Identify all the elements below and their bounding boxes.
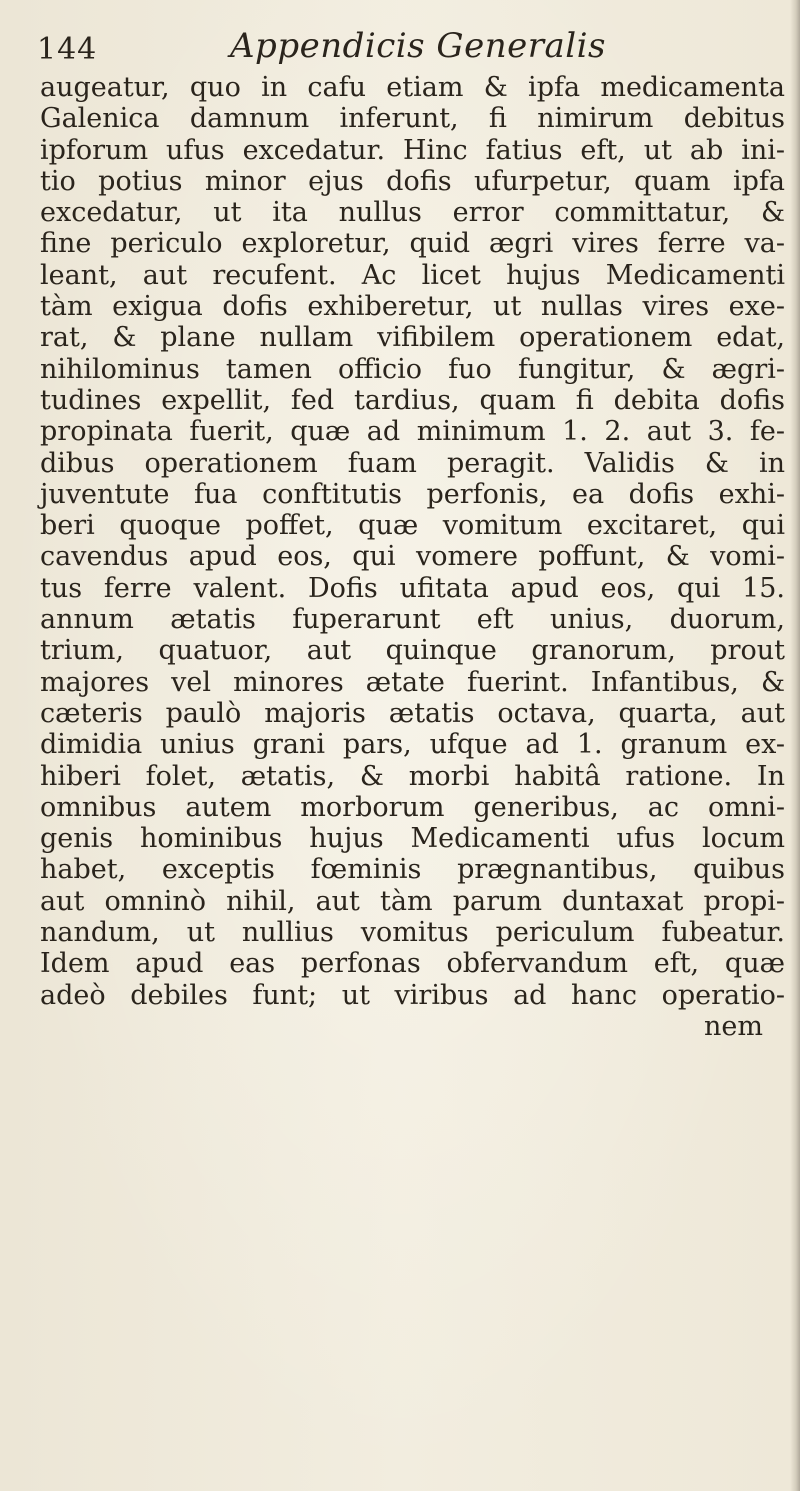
text-line: dibus operationem fuam peragit. Validis & in bbox=[40, 447, 785, 479]
text-line: hiberi folet, ætatis, & morbi habitâ ratione. In bbox=[40, 760, 785, 792]
text-line: excedatur, ut ita nullus error committatur, & bbox=[40, 197, 785, 229]
text-line: tudines expellit, fed tardius, quam fi debita dofis bbox=[40, 384, 785, 416]
text-line: augeatur, quo in cafu etiam & ipfa medicamenta bbox=[40, 72, 785, 103]
text-line: adeò debiles funt; ut viribus ad hanc operatio- bbox=[40, 979, 785, 1011]
text-line: tàm exigua dofis exhiberetur, ut nullas vires exe- bbox=[40, 291, 785, 323]
text-line: cæteris paulò majoris ætatis octava, quarta, aut bbox=[40, 697, 785, 729]
page-number: 144 bbox=[37, 32, 98, 67]
text-line: cavendus apud eos, qui vomere poffunt, & vomi- bbox=[40, 541, 785, 573]
text-line: tio potius minor ejus dofis ufurpetur, quam ipfa bbox=[40, 165, 785, 197]
page-edge-shadow bbox=[790, 0, 800, 1491]
text-line: rat, & plane nullam vifibilem operationem edat, bbox=[40, 322, 785, 354]
text-line: nandum, ut nullius vomitus periculum fubeatur. bbox=[40, 917, 785, 949]
text-line: juventute fua conftitutis perfonis, ea dofis exhi- bbox=[40, 478, 785, 510]
running-title: Appendicis Generalis bbox=[230, 26, 606, 66]
text-line: omnibus autem morborum generibus, ac omni- bbox=[40, 791, 785, 823]
text-line: leant, aut recufent. Ac licet hujus Medicamenti bbox=[40, 259, 785, 291]
text-line: Galenica damnum inferunt, fi nimirum debitus bbox=[40, 103, 785, 135]
text-line: ipforum ufus excedatur. Hinc fatius eft, ut ab ini- bbox=[40, 134, 785, 166]
text-line: propinata fuerit, quæ ad minimum 1. 2. aut 3. fe- bbox=[40, 416, 785, 448]
text-line: annum ætatis fuperarunt eft unius, duorum, bbox=[40, 604, 785, 636]
text-line: nihilominus tamen officio fuo fungitur, & ægri- bbox=[40, 353, 785, 385]
text-line: genis hominibus hujus Medicamenti ufus locum bbox=[40, 823, 785, 855]
text-line: tus ferre valent. Dofis ufitata apud eos, qui 15. bbox=[40, 572, 785, 604]
text-line: aut omninò nihil, aut tàm parum duntaxat propi- bbox=[40, 885, 785, 917]
text-line: majores vel minores ætate fuerint. Infantibus, & bbox=[40, 666, 785, 698]
text-line: dimidia unius grani pars, ufque ad 1. granum ex- bbox=[40, 729, 785, 761]
text-line: fine periculo exploretur, quid ægri vires ferre va- bbox=[40, 228, 785, 260]
body-text bbox=[40, 72, 785, 1042]
running-head bbox=[0, 22, 800, 72]
text-line: beri quoque poffet, quæ vomitum excitaret, qui bbox=[40, 510, 785, 542]
catchword: nem bbox=[704, 1010, 763, 1042]
text-line: habet, exceptis fœminis prægnantibus, quibus bbox=[40, 854, 785, 886]
text-line: trium, quatuor, aut quinque granorum, prout bbox=[40, 635, 785, 667]
text-line: Idem apud eas perfonas obfervandum eft, quæ bbox=[40, 948, 785, 980]
